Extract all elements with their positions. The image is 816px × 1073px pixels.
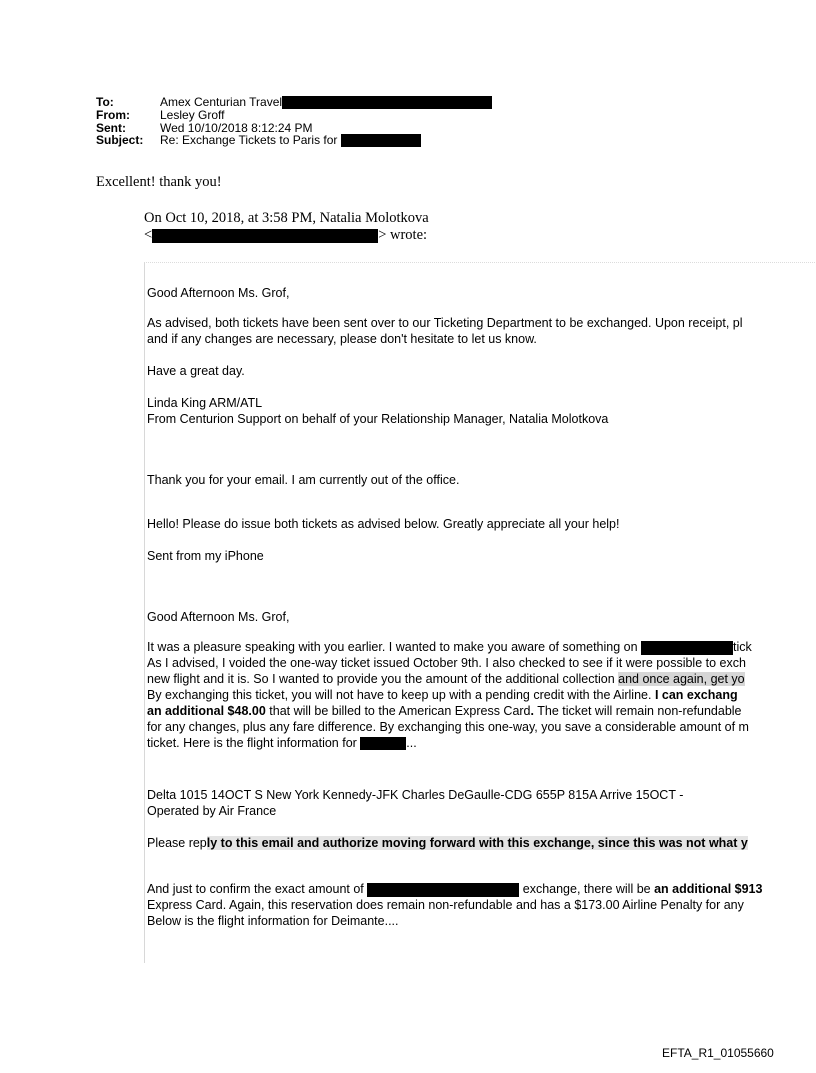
flight-line1: Delta 1015 14OCT S New York Kennedy-JFK Charles DeGaulle-CDG 655P 815A Arrive 15OCT -	[147, 788, 684, 802]
have-great-day: Have a great day.	[147, 364, 245, 378]
quote-open-bracket: <	[144, 227, 153, 243]
reply-text: Excellent! thank you!	[96, 174, 222, 190]
signature-line1: Linda King ARM/ATL	[147, 396, 263, 410]
quote-wrote: > wrote:	[378, 227, 428, 243]
from-row	[96, 109, 492, 122]
body-line5: an additional $48.00 that will be billed to the American Express Card. The ticket will remain non-refundable	[147, 704, 742, 718]
body-line7: ticket. Here is the flight information for ...	[147, 736, 417, 750]
body-line1: It was a pleasure speaking with you earlier. I wanted to make you aware of something on tick	[147, 640, 752, 654]
redaction	[341, 134, 421, 147]
sent-value: Wed 10/10/2018 8:12:24 PM	[160, 120, 313, 135]
hello-line: Hello! Please do issue both tickets as advised below. Greatly appreciate all your help!	[147, 517, 620, 531]
body-line6: for any changes, plus any fare difference. By exchanging this one-way, you save a considerable amount of m	[147, 720, 749, 734]
confirm-line1: And just to confirm the exact amount of exchange, there will be an additional $913	[147, 882, 763, 896]
confirm-line2: Express Card. Again, this reservation does remain non-refundable and has a $173.00 Airline Penalty for any	[147, 898, 744, 912]
redaction	[282, 96, 492, 109]
greeting-2: Good Afternoon Ms. Grof,	[147, 610, 290, 624]
confirm-line3: Below is the flight information for Deimante....	[147, 914, 399, 928]
authorize-line: Please reply to this email and authorize moving forward with this exchange, since this was not what y	[147, 836, 748, 850]
subject-row	[96, 134, 492, 147]
redaction	[641, 641, 733, 655]
greeting-1: Good Afternoon Ms. Grof,	[147, 286, 290, 300]
para1-line1: As advised, both tickets have been sent over to our Ticketing Department to be exchanged. Upon receipt, pl	[147, 316, 743, 330]
quote-intro-line2	[144, 227, 427, 244]
out-of-office: Thank you for your email. I am currently out of the office.	[147, 473, 460, 487]
to-value: Amex Centurian Travel	[160, 95, 283, 109]
sent-label: Sent:	[96, 120, 126, 135]
body-line2: As I advised, I voided the one-way ticket issued October 9th. I also checked to see if it were possible to exch	[147, 656, 746, 670]
para1-line2: and if any changes are necessary, please don't hesitate to let us know.	[147, 332, 537, 346]
from-label: From:	[96, 108, 130, 122]
quote-intro-line1: On Oct 10, 2018, at 3:58 PM, Natalia Molotkova	[144, 210, 429, 226]
body-line3: new flight and it is. So I wanted to provide you the amount of the additional collection and once again, get yo	[147, 672, 745, 686]
body-line4: By exchanging this ticket, you will not have to keep up with a pending credit with the Airline. I can exchang	[147, 688, 738, 702]
flight-line2: Operated by Air France	[147, 804, 277, 818]
signature-line2: From Centurion Support on behalf of your Relationship Manager, Natalia Molotkova	[147, 412, 609, 426]
redaction	[367, 883, 519, 897]
subject-value: Re: Exchange Tickets to Paris for	[160, 133, 338, 147]
from-value: Lesley Groff	[160, 108, 225, 122]
email-header	[96, 96, 492, 147]
sent-from-iphone: Sent from my iPhone	[147, 549, 264, 563]
to-label: To:	[96, 95, 114, 109]
document-id: EFTA_R1_01055660	[662, 1046, 774, 1060]
redaction	[360, 737, 406, 750]
to-row	[96, 96, 492, 109]
subject-label: Subject:	[96, 133, 144, 147]
redaction	[152, 229, 378, 243]
